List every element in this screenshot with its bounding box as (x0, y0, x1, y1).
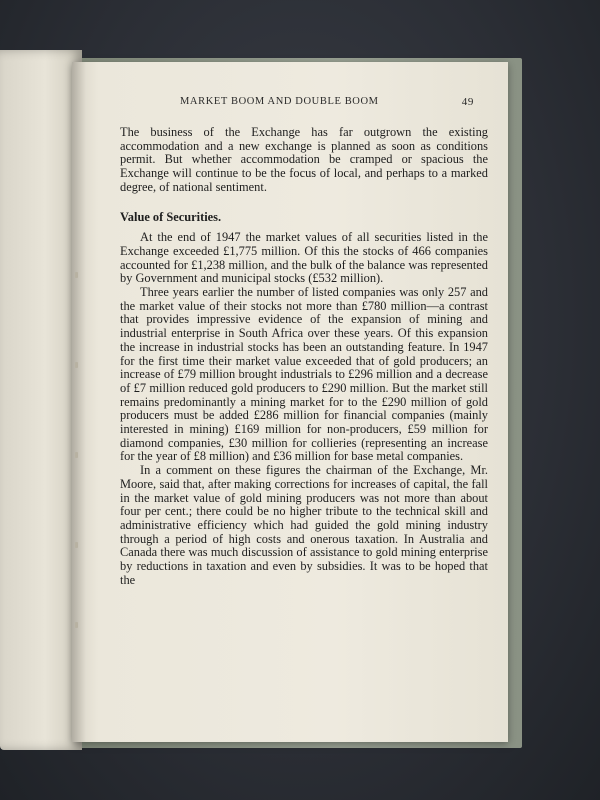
book-page (72, 62, 508, 742)
binding-stitch (75, 362, 78, 368)
binding-stitch (75, 452, 78, 458)
page-gutter-shadow (72, 62, 86, 742)
left-page-edge (0, 50, 82, 750)
paragraph: At the end of 1947 the market values of all securities listed in the Exchange exceeded £1,775 million. Of this the stocks of 466 companies accounted for £1,238 million, and the bulk of the balance was represented by Government and municipal stocks (£532 million). (120, 230, 488, 286)
binding-stitch (75, 272, 78, 278)
binding-stitch (75, 622, 78, 628)
section-heading: Value of Securities. (120, 209, 222, 224)
page-body (120, 126, 488, 588)
running-title: MARKET BOOM AND DOUBLE BOOM (180, 96, 379, 107)
paragraph: Three years earlier the number of listed companies was only 257 and the market value of their stocks not more than £780 million—a contrast that provides impressive evidence of the expansion of mining and industrial enterprise in South Africa over these years. Of this expansion the increase in industrial stocks has been an outstanding feature. In 1947 for the first time their market value exceeded that of gold producers; an increase of £79 million brought industrials to £296 million and a decrease of £7 million reduced gold producers to £290 million. But the market still remains predominantly a mining market for to the £290 million of gold producers must be added £286 million for financial companies (mainly interested in mining) £169 million for non-producers, £59 million for diamond companies, £30 million for collieries (representing an increase for the year of £8 million) and £36 million for base metal companies. (120, 285, 488, 464)
page-number: 49 (461, 96, 474, 108)
intro-paragraph: The business of the Exchange has far outgrown the existing accommodation and a new exchange is planned as soon as conditions permit. But whether accommodation be cramped or spacious the Exchange will continue to be the focus of local, and perhaps to a marked degree, of national sentiment. (120, 125, 488, 194)
binding-stitch (75, 542, 78, 548)
paragraph: In a comment on these figures the chairman of the Exchange, Mr. Moore, said that, after making corrections for increases of capital, the fall in the market value of gold mining producers was not more than about four per cent.; there could be no higher tribute to the technical skill and administrative efficiency which had guided the gold mining industry through a period of high costs and onerous taxation. In Australia and Canada there was much discussion of assistance to gold mining enterprise by reductions in taxation and even by subsidies. It was to be hoped that the (120, 463, 488, 587)
